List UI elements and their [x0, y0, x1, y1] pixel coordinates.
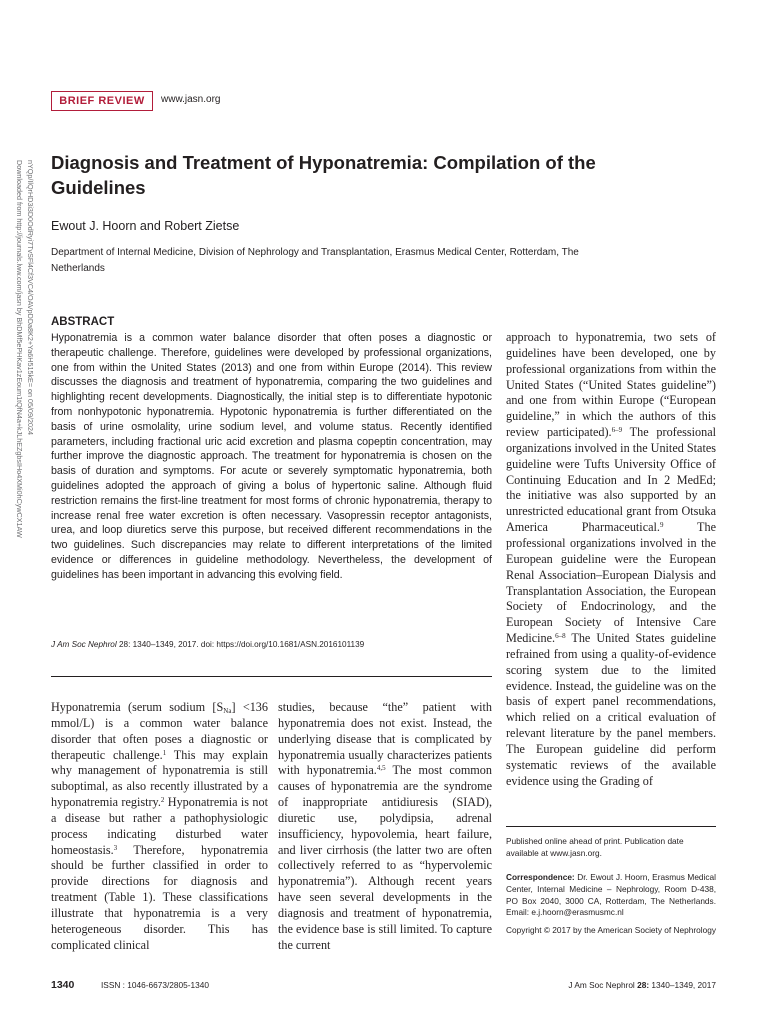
download-watermark-line2: nYQp/IlQrHD3i3D0OdRyi7TvSFl4Cf3VC4/OAVpDDa8K2+Ya6H515kE= on 05/09/2024 [26, 160, 35, 435]
citation-details: 28: 1340–1349, 2017. doi: https://doi.org/10.1681/ASN.2016101139 [116, 640, 365, 649]
reference-marker[interactable]: 6–9 [611, 426, 623, 435]
correspondence-note [506, 872, 716, 919]
reference-marker[interactable]: 6–8 [555, 632, 566, 641]
body-text: Hyponatremia is not a disease but rather a pathophysiologic process indicating disturbed water homeostasis. [51, 795, 268, 857]
reference-marker[interactable]: 2 [160, 796, 165, 805]
body-text: approach to hyponatremia, two sets of guidelines have been developed, one by professional organizations from within the United States (“United States guideline”) and one from within Europe (“European guideline,” in which the authors of this review participated). [506, 330, 716, 440]
abstract-heading: ABSTRACT [51, 316, 115, 328]
body-column-1 [51, 700, 268, 954]
body-column-3 [506, 330, 716, 789]
issn-line: ISSN : 1046-6673/2805-1340 [101, 980, 209, 990]
reference-marker[interactable]: 9 [659, 521, 664, 530]
body-text: The United States guideline refrained from using a quality-of-evidence scoring system due to the limited evidence. Instead, the guideline was on the basis of expert panel recommendations, which relied on a critical evaluation of relevant literature by the panel members. The European guideline did perform systematic reviews of the available evidence using the Grading of [506, 631, 716, 788]
body-text: The professional organizations involved in the United States guideline were Tufts University Office of Continuing Education and In 2 MedEd; the initiative was also supported by an unrestricted educational grant from Otsuka America Pharmaceutical. [506, 425, 716, 535]
download-watermark-line1: Downloaded from http://journals.lww.com/jasn by BhDMf5ePHKav1zEoum1tQfN4a+kJLhEZgbsIHo4XMi0hCywCX1AW [15, 160, 24, 538]
footer-journal-volume: 28: [637, 980, 650, 990]
page-number: 1340 [51, 979, 75, 991]
abstract-divider [51, 676, 492, 677]
body-text: The most common causes of hyponatremia are the syndrome of inappropriate antidiuresis (SIAD), diuretic use, polydipsia, adrenal insufficiency, hypovolemia, heart failure, and liver cirrhosis (the latter two are often collectively referred to as “hypervolemic hyponatremia”). Although recent years have seen several developments in the diagnosis and treatment of hyponatremia, the evidence base is still limited. To capture the current [278, 763, 492, 952]
reference-marker[interactable]: 1 [162, 748, 167, 757]
body-text: The professional organizations involved in the European guideline were the European Renal Association–European Dialysis and Transplantation Association, the European Society of Endocrinology, and the European Society of Intensive Care Medicine. [506, 520, 717, 646]
article-type-badge: BRIEF REVIEW [51, 91, 153, 111]
body-column-2 [278, 700, 492, 954]
copyright-note: Copyright © 2017 by the American Society of Nephrology [506, 925, 716, 935]
body-text: Therefore, hyponatremia should be further classified in order to provide directions for diagnosis and treatment (Table 1). These classifications illustrate that hyponatremia is a very heterogeneous disorder. This has complicated clinical [51, 842, 268, 952]
footnote-divider [506, 826, 716, 827]
body-text: studies, because “the” patient with hyponatremia does not exist. Instead, the underlying disease that is complicated by hyponatremia usually characterizes patients with hyponatremia. [278, 700, 492, 778]
reference-marker[interactable]: 4,5 [376, 764, 386, 773]
subscript: Na [223, 707, 232, 715]
publication-note: Published online ahead of print. Publication date available at www.jasn.org. [506, 836, 684, 858]
article-citation [51, 640, 364, 649]
download-watermark [14, 160, 46, 590]
author-affiliation: Department of Internal Medicine, Division of Nephrology and Transplantation, Erasmus Medical Center, Rotterdam, The Netherlands [51, 247, 579, 274]
citation-journal: J Am Soc Nephrol [51, 640, 117, 649]
body-text: This may explain why management of hyponatremia is still suboptimal, as also recently illustrated by a hyponatremia registry. [51, 747, 268, 810]
abstract-text: Hyponatremia is a common water balance disorder that often poses a diagnostic or therapeutic challenge. Therefore, guidelines were developed by professional organizations, one from within the United States (2013) and one from within Europe (2014). This review discusses the diagnosis and treatment of hyponatremia, comparing the two guidelines and highlighting recent developments. Diagnostically, the initial step is to differentiate hypotonic from nonhypotonic hyponatremia. Hypotonic hyponatremia is further differentiated on the basis of urine osmolality, urine sodium level, and volume status. Recently identified parameters, including fractional uric acid excretion and plasma copeptin concentration, may further improve the diagnostic approach. The treatment for hyponatremia is chosen on the basis of duration and symptoms. For acute or severely symptomatic hyponatremia, both guidelines adopted the approach of giving a bolus of hypertonic saline. Although fluid restriction remains the first-line treatment for most forms of chronic hyponatremia, therapy to increase renal free water excretion is often necessary. Vasopressin receptor antagonists, urea, and loop diuretics serve this purpose, but received different recommendations in the two guidelines. Such discrepancies may relate to different interpretations of the limited evidence or differences in guideline methodology. Nevertheless, the development of guidelines has been important in advancing this evolving field. [51, 332, 492, 581]
footer-journal-pages: 1340–1349, 2017 [649, 980, 716, 990]
correspondence-text: Dr. Ewout J. Hoorn, Erasmus Medical Center, Internal Medicine – Nephrology, Room D-438, PO Box 2040, 3000 CA, Rotterdam, The Netherlands. Email: e.j.hoorn@erasmusmc.nl [506, 872, 716, 918]
body-text: ] <136 mmol/L) is a common water balance disorder that often poses a diagnostic or therapeutic challenge. [51, 700, 268, 762]
footer-journal-citation [520, 980, 716, 990]
reference-marker[interactable]: 3 [113, 843, 118, 852]
footer-journal-name: J Am Soc Nephrol [568, 980, 638, 990]
article-title: Diagnosis and Treatment of Hyponatremia: Compilation of the Guidelines [51, 152, 596, 198]
journal-url-link[interactable]: www.jasn.org [161, 94, 221, 105]
body-text: Hyponatremia (serum sodium [S [51, 700, 224, 714]
article-authors: Ewout J. Hoorn and Robert Zietse [51, 219, 240, 233]
correspondence-label: Correspondence: [506, 872, 575, 882]
